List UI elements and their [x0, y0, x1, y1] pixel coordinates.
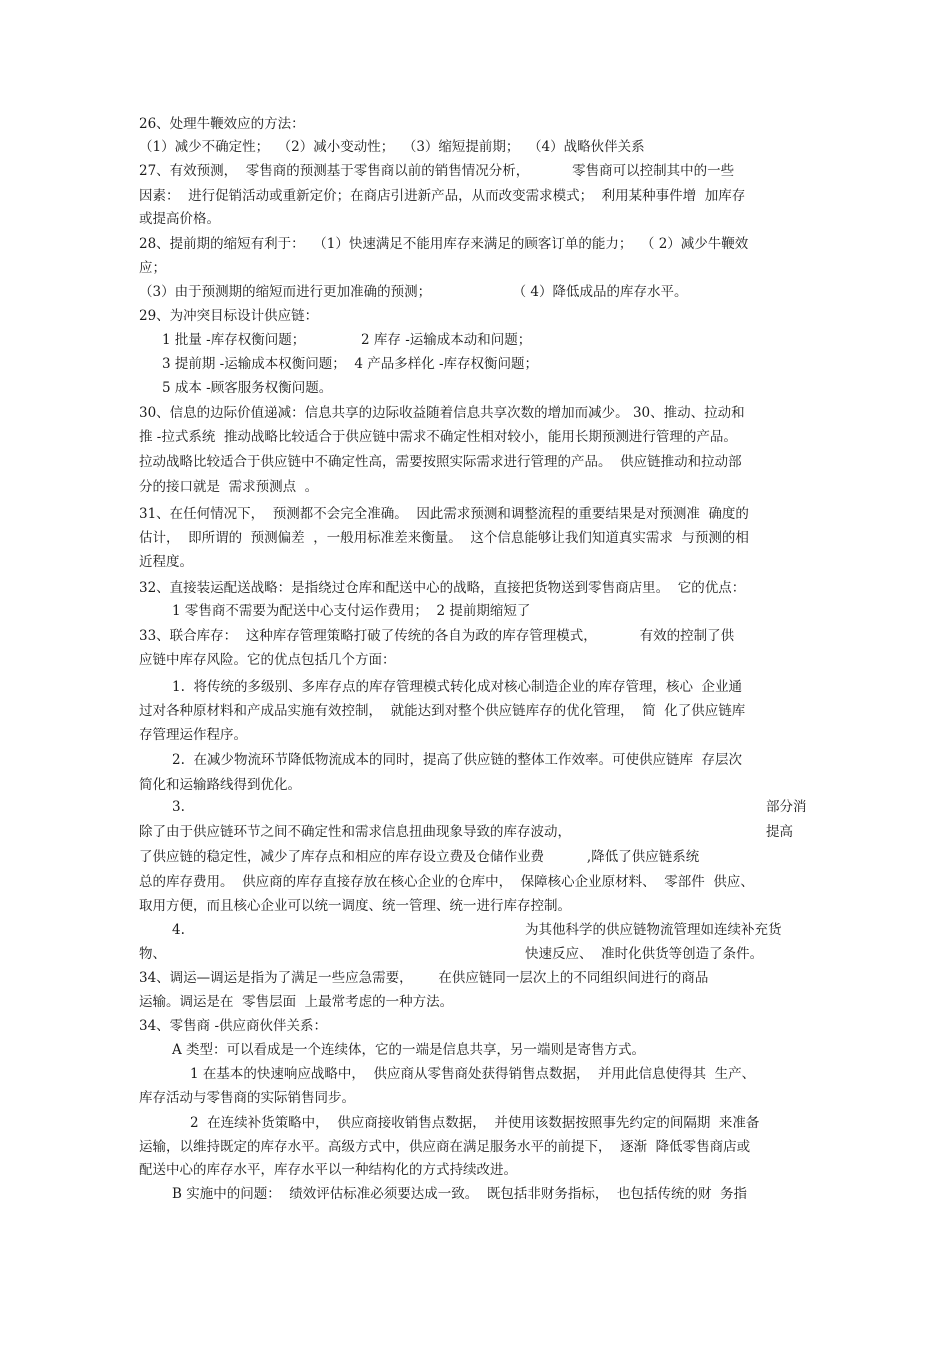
- text-line: 1. 将传统的多级别、多库存点的库存管理模式转化成对核心制造企业的库存管理，核心 企业通: [172, 679, 743, 695]
- text-line: 1 零售商不需要为配送中心支付运作费用； 2 提前期缩短了: [172, 603, 531, 619]
- text-line: 分的接口就是 需求预测点 。: [139, 479, 319, 495]
- text-line: 快速反应、 准时化供货等创造了条件。: [525, 946, 764, 962]
- text-line: 配送中心的库存水平，库存水平以一种结构化的方式持续改进。: [139, 1162, 517, 1178]
- text-line: 32、直接装运配送战略：是指绕过仓库和配送中心的战略，直接把货物送到零售商店里。 它的优点：: [139, 580, 746, 596]
- text-line: 34、零售商 -供应商伙伴关系：: [139, 1018, 328, 1034]
- text-line: 提高: [766, 824, 793, 840]
- text-line: （3）由于预测期的缩短而进行更加准确的预测； （ 4）降低成品的库存水平。: [139, 284, 688, 300]
- text-line: 取用方便，而且核心企业可以统一调度、统一管理、统一进行库存控制。: [139, 898, 571, 914]
- text-line: 近程度。: [139, 554, 193, 570]
- text-line: 推 -拉式系统 推动战略比较适合于供应链中需求不确定性相对较小，能用长期预测进行管理的产品。: [139, 429, 737, 445]
- text-line: 3.: [172, 799, 185, 815]
- text-line: 29、为冲突目标设计供应链：: [139, 308, 319, 324]
- text-line: 物、: [139, 946, 166, 962]
- text-line: 33、联合库存： 这种库存管理策略打破了传统的各自为政的库存管理模式， 有效的控制了供: [139, 628, 735, 644]
- text-line: 26、处理牛鞭效应的方法：: [139, 116, 305, 132]
- text-line: 总的库存费用。 供应商的库存直接存放在核心企业的仓库中， 保障核心企业原材料、 零部件 供应、: [139, 874, 754, 890]
- text-line: 28、提前期的缩短有利于： （1）快速满足不能用库存来满足的顾客订单的能力； （ 2）减少牛鞭效: [139, 236, 749, 252]
- text-line: 1 在基本的快速响应战略中， 供应商从零售商处获得销售点数据， 并用此信息使得其 生产、: [190, 1066, 756, 1082]
- text-line: 34、调运—调运是指为了满足一些应急需要， 在供应链同一层次上的不同组织间进行的商品: [139, 970, 709, 986]
- text-line: 或提高价格。: [139, 211, 220, 227]
- text-line: 应链中库存风险。它的优点包括几个方面：: [139, 652, 396, 668]
- text-line: 简化和运输路线得到优化。: [139, 777, 301, 793]
- text-line: 拉动战略比较适合于供应链中不确定性高，需要按照实际需求进行管理的产品。 供应链推动和拉动部: [139, 454, 742, 470]
- text-line: A 类型：可以看成是一个连续体，它的一端是信息共享，另一端则是寄售方式。: [172, 1042, 646, 1058]
- text-line: 4.: [172, 922, 185, 938]
- text-line: 为其他科学的供应链物流管理如连续补充货: [525, 922, 782, 938]
- text-line: 应；: [139, 260, 166, 276]
- text-line: 31、在任何情况下， 预测都不会完全准确。 因此需求预测和调整流程的重要结果是对预测准 确度的: [139, 506, 749, 522]
- text-line: 库存活动与零售商的实际销售同步。: [139, 1090, 355, 1106]
- text-line: 1 批量 -库存权衡问题； 2 库存 -运输成本动和问题；: [162, 332, 532, 348]
- text-line: 部分消: [766, 799, 807, 815]
- text-line: 运输。调运是在 零售层面 上最常考虑的一种方法。: [139, 994, 454, 1010]
- text-line: 3 提前期 -运输成本权衡问题； 4 产品多样化 -库存权衡问题；: [162, 356, 539, 372]
- text-line: 2 在连续补货策略中， 供应商接收销售点数据， 并使用该数据按照事先约定的间隔期 来准备: [190, 1115, 760, 1131]
- text-line: 5 成本 -顾客服务权衡问题。: [162, 380, 333, 396]
- text-line: 了供应链的稳定性，减少了库存点和相应的库存设立费及仓储作业费 ,降低了供应链系统: [139, 849, 700, 865]
- text-line: 2. 在减少物流环节降低物流成本的同时，提高了供应链的整体工作效率。可使供应链库 存层次: [172, 752, 743, 768]
- text-line: 27、有效预测， 零售商的预测基于零售商以前的销售情况分析， 零售商可以控制其中的一些: [139, 163, 735, 179]
- text-line: 估计， 即所谓的 预测偏差 ，一般用标准差来衡量。 这个信息能够让我们知道真实需求 与预测的相: [139, 530, 749, 546]
- text-line: 运输，以维持既定的库存水平。高级方式中，供应商在满足服务水平的前提下， 逐渐 降低零售商店或: [139, 1139, 751, 1155]
- text-line: 30、信息的边际价值递减：信息共享的边际收益随着信息共享次数的增加而减少。 30、推动、拉动和: [139, 405, 745, 421]
- text-line: 除了由于供应链环节之间不确定性和需求信息扭曲现象导致的库存波动，: [139, 824, 571, 840]
- text-line: （1）减少不确定性； （2）减小变动性； （3）缩短提前期； （4）战略伙伴关系: [139, 139, 645, 155]
- text-line: 因素： 进行促销活动或重新定价；在商店引进新产品，从而改变需求模式； 利用某种事件增 加库存: [139, 188, 746, 204]
- text-line: 过对各种原材料和产成品实施有效控制， 就能达到对整个供应链库存的优化管理， 简 化了供应链库: [139, 703, 746, 719]
- text-line: B 实施中的问题： 绩效评估标准必须要达成一致。 既包括非财务指标， 也包括传统的财 务指: [172, 1186, 748, 1202]
- text-line: 存管理运作程序。: [139, 727, 247, 743]
